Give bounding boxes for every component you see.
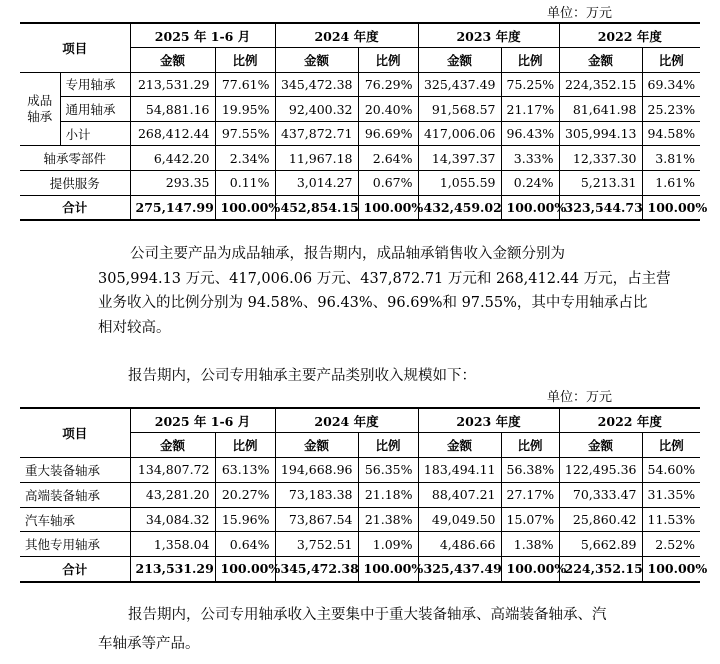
cell-amount: 3,014.27: [275, 171, 358, 196]
cell-amount: 437,872.71: [275, 121, 358, 146]
cell-ratio: 2.52%: [642, 532, 700, 557]
header-ratio: 比例: [501, 433, 559, 458]
header-period: 2024 年度: [275, 23, 418, 48]
paragraph-line: 公司主要产品为成品轴承，报告期内，成品轴承销售收入金额分别为: [130, 246, 565, 262]
cell-ratio: 100.00%: [215, 195, 275, 220]
cell-amount: 4,486.66: [418, 532, 501, 557]
paragraph-finished-bearings: [98, 242, 671, 340]
header-ratio: 比例: [642, 433, 700, 458]
cell-ratio: 21.17%: [501, 97, 559, 122]
cell-amount: 325,437.49: [418, 72, 501, 97]
cell-amount: 1,358.04: [130, 532, 215, 557]
cell-ratio: 0.67%: [358, 171, 418, 196]
paragraph-line: 业务收入的比例分别为 94.58%、96.43%、96.69%和 97.55%，其中专用轴承占比: [98, 295, 648, 311]
cell-amount: 11,967.18: [275, 146, 358, 171]
cell-amount: 293.35: [130, 171, 215, 196]
cell-amount: 5,662.89: [559, 532, 642, 557]
header-ratio: 比例: [358, 433, 418, 458]
row-label: 高端装备轴承: [20, 482, 130, 507]
special-bearing-revenue-table: [20, 407, 708, 583]
revenue-composition-table: [20, 22, 708, 221]
cell-amount: 49,049.50: [418, 507, 501, 532]
header-period: 2022 年度: [559, 408, 700, 433]
group-label: 成品轴承: [20, 72, 60, 146]
row-label: 汽车轴承: [20, 507, 130, 532]
cell-ratio: 0.64%: [215, 532, 275, 557]
table-row: [20, 121, 700, 146]
cell-amount: 417,006.06: [418, 121, 501, 146]
cell-ratio: 2.64%: [358, 146, 418, 171]
cell-ratio: 31.35%: [642, 482, 700, 507]
cell-ratio: 75.25%: [501, 72, 559, 97]
cell-amount: 452,854.15: [275, 195, 358, 220]
cell-amount: 432,459.02: [418, 195, 501, 220]
cell-amount: 91,568.57: [418, 97, 501, 122]
header-ratio: 比例: [642, 48, 700, 73]
cell-ratio: 1.61%: [642, 171, 700, 196]
cell-ratio: 1.09%: [358, 532, 418, 557]
paragraph-special-bearings-summary: 报告期内，公司专用轴承收入主要集中于重大装备轴承、高端装备轴承、汽: [128, 607, 607, 623]
cell-amount: 73,183.38: [275, 482, 358, 507]
header-amount: 金额: [275, 433, 358, 458]
paragraph-line: 305,994.13 万元、417,006.06 万元、437,872.71 万元和 268,412.44 万元，占主营: [98, 270, 671, 287]
cell-ratio: 3.33%: [501, 146, 559, 171]
cell-ratio: 100.00%: [501, 195, 559, 220]
table-row: [20, 146, 700, 171]
table-row: [20, 507, 700, 532]
cell-amount: 224,352.15: [559, 72, 642, 97]
cell-ratio: 77.61%: [215, 72, 275, 97]
total-row: [20, 195, 700, 220]
cell-ratio: 20.27%: [215, 482, 275, 507]
cell-amount: 345,472.38: [275, 557, 358, 582]
cell-ratio: 54.60%: [642, 458, 700, 483]
cell-ratio: 56.38%: [501, 458, 559, 483]
table-row: [20, 482, 700, 507]
cell-amount: 194,668.96: [275, 458, 358, 483]
cell-ratio: 76.29%: [358, 72, 418, 97]
cell-amount: 183,494.11: [418, 458, 501, 483]
row-label: 小计: [60, 121, 130, 146]
cell-ratio: 19.95%: [215, 97, 275, 122]
unit-label: 单位：万元: [546, 6, 612, 21]
table-row: [20, 532, 700, 557]
cell-amount: 14,397.37: [418, 146, 501, 171]
cell-amount: 5,213.31: [559, 171, 642, 196]
cell-ratio: 94.58%: [642, 121, 700, 146]
total-label: 合计: [20, 195, 130, 220]
row-label: 专用轴承: [60, 72, 130, 97]
cell-ratio: 21.18%: [358, 482, 418, 507]
cell-ratio: 15.07%: [501, 507, 559, 532]
cell-amount: 43,281.20: [130, 482, 215, 507]
cell-ratio: 100.00%: [501, 557, 559, 582]
table-row: [20, 458, 700, 483]
header-amount: 金额: [275, 48, 358, 73]
header-amount: 金额: [418, 433, 501, 458]
total-row: [20, 557, 700, 582]
paragraph-special-bearings-intro: 报告期内，公司专用轴承主要产品类别收入规模如下：: [128, 368, 476, 384]
cell-ratio: 3.81%: [642, 146, 700, 171]
paragraph-line: 相对较高。: [98, 319, 171, 336]
header-ratio: 比例: [215, 48, 275, 73]
header-ratio: 比例: [358, 48, 418, 73]
table-row: [20, 171, 700, 196]
header-period: 2025 年 1-6 月: [130, 23, 275, 48]
cell-ratio: 15.96%: [215, 507, 275, 532]
header-period: 2023 年度: [418, 408, 559, 433]
cell-ratio: 21.38%: [358, 507, 418, 532]
cell-ratio: 0.11%: [215, 171, 275, 196]
total-label: 合计: [20, 557, 130, 582]
row-label: 通用轴承: [60, 97, 130, 122]
cell-amount: 70,333.47: [559, 482, 642, 507]
cell-ratio: 63.13%: [215, 458, 275, 483]
cell-ratio: 100.00%: [642, 557, 700, 582]
header-ratio: 比例: [501, 48, 559, 73]
header-amount: 金额: [130, 433, 215, 458]
cell-amount: 1,055.59: [418, 171, 501, 196]
cell-amount: 54,881.16: [130, 97, 215, 122]
cell-ratio: 69.34%: [642, 72, 700, 97]
row-label: 重大装备轴承: [20, 458, 130, 483]
cell-amount: 73,867.54: [275, 507, 358, 532]
cell-ratio: 100.00%: [642, 195, 700, 220]
cell-ratio: 27.17%: [501, 482, 559, 507]
cell-ratio: 56.35%: [358, 458, 418, 483]
cell-ratio: 97.55%: [215, 121, 275, 146]
header-period: 2024 年度: [275, 408, 418, 433]
table-row: [20, 72, 700, 97]
cell-amount: 134,807.72: [130, 458, 215, 483]
row-label: 轴承零部件: [20, 146, 130, 171]
cell-ratio: 96.43%: [501, 121, 559, 146]
row-label: 其他专用轴承: [20, 532, 130, 557]
header-amount: 金额: [559, 48, 642, 73]
cell-amount: 25,860.42: [559, 507, 642, 532]
header-ratio: 比例: [215, 433, 275, 458]
cell-ratio: 100.00%: [358, 557, 418, 582]
cell-ratio: 100.00%: [358, 195, 418, 220]
cell-ratio: 2.34%: [215, 146, 275, 171]
cell-amount: 323,544.73: [559, 195, 642, 220]
header-item: 项目: [20, 408, 130, 458]
cell-amount: 81,641.98: [559, 97, 642, 122]
cell-ratio: 25.23%: [642, 97, 700, 122]
header-item: 项目: [20, 23, 130, 72]
cell-amount: 275,147.99: [130, 195, 215, 220]
cell-amount: 12,337.30: [559, 146, 642, 171]
cell-amount: 122,495.36: [559, 458, 642, 483]
cell-ratio: 100.00%: [215, 557, 275, 582]
cell-amount: 34,084.32: [130, 507, 215, 532]
header-amount: 金额: [559, 433, 642, 458]
cell-ratio: 20.40%: [358, 97, 418, 122]
cell-amount: 213,531.29: [130, 72, 215, 97]
cell-amount: 268,412.44: [130, 121, 215, 146]
cell-ratio: 96.69%: [358, 121, 418, 146]
header-amount: 金额: [130, 48, 215, 73]
cell-amount: 345,472.38: [275, 72, 358, 97]
cell-amount: 305,994.13: [559, 121, 642, 146]
header-period: 2022 年度: [559, 23, 700, 48]
cell-ratio: 11.53%: [642, 507, 700, 532]
cell-amount: 213,531.29: [130, 557, 215, 582]
unit-label: 单位：万元: [546, 390, 612, 405]
paragraph-special-bearings-summary-end: 车轴承等产品。: [98, 636, 200, 652]
header-period: 2025 年 1-6 月: [130, 408, 275, 433]
cell-amount: 6,442.20: [130, 146, 215, 171]
table-row: [20, 97, 700, 122]
cell-amount: 325,437.49: [418, 557, 501, 582]
row-label: 提供服务: [20, 171, 130, 196]
header-period: 2023 年度: [418, 23, 559, 48]
cell-amount: 3,752.51: [275, 532, 358, 557]
cell-ratio: 1.38%: [501, 532, 559, 557]
cell-ratio: 0.24%: [501, 171, 559, 196]
header-amount: 金额: [418, 48, 501, 73]
cell-amount: 88,407.21: [418, 482, 501, 507]
cell-amount: 92,400.32: [275, 97, 358, 122]
cell-amount: 224,352.15: [559, 557, 642, 582]
